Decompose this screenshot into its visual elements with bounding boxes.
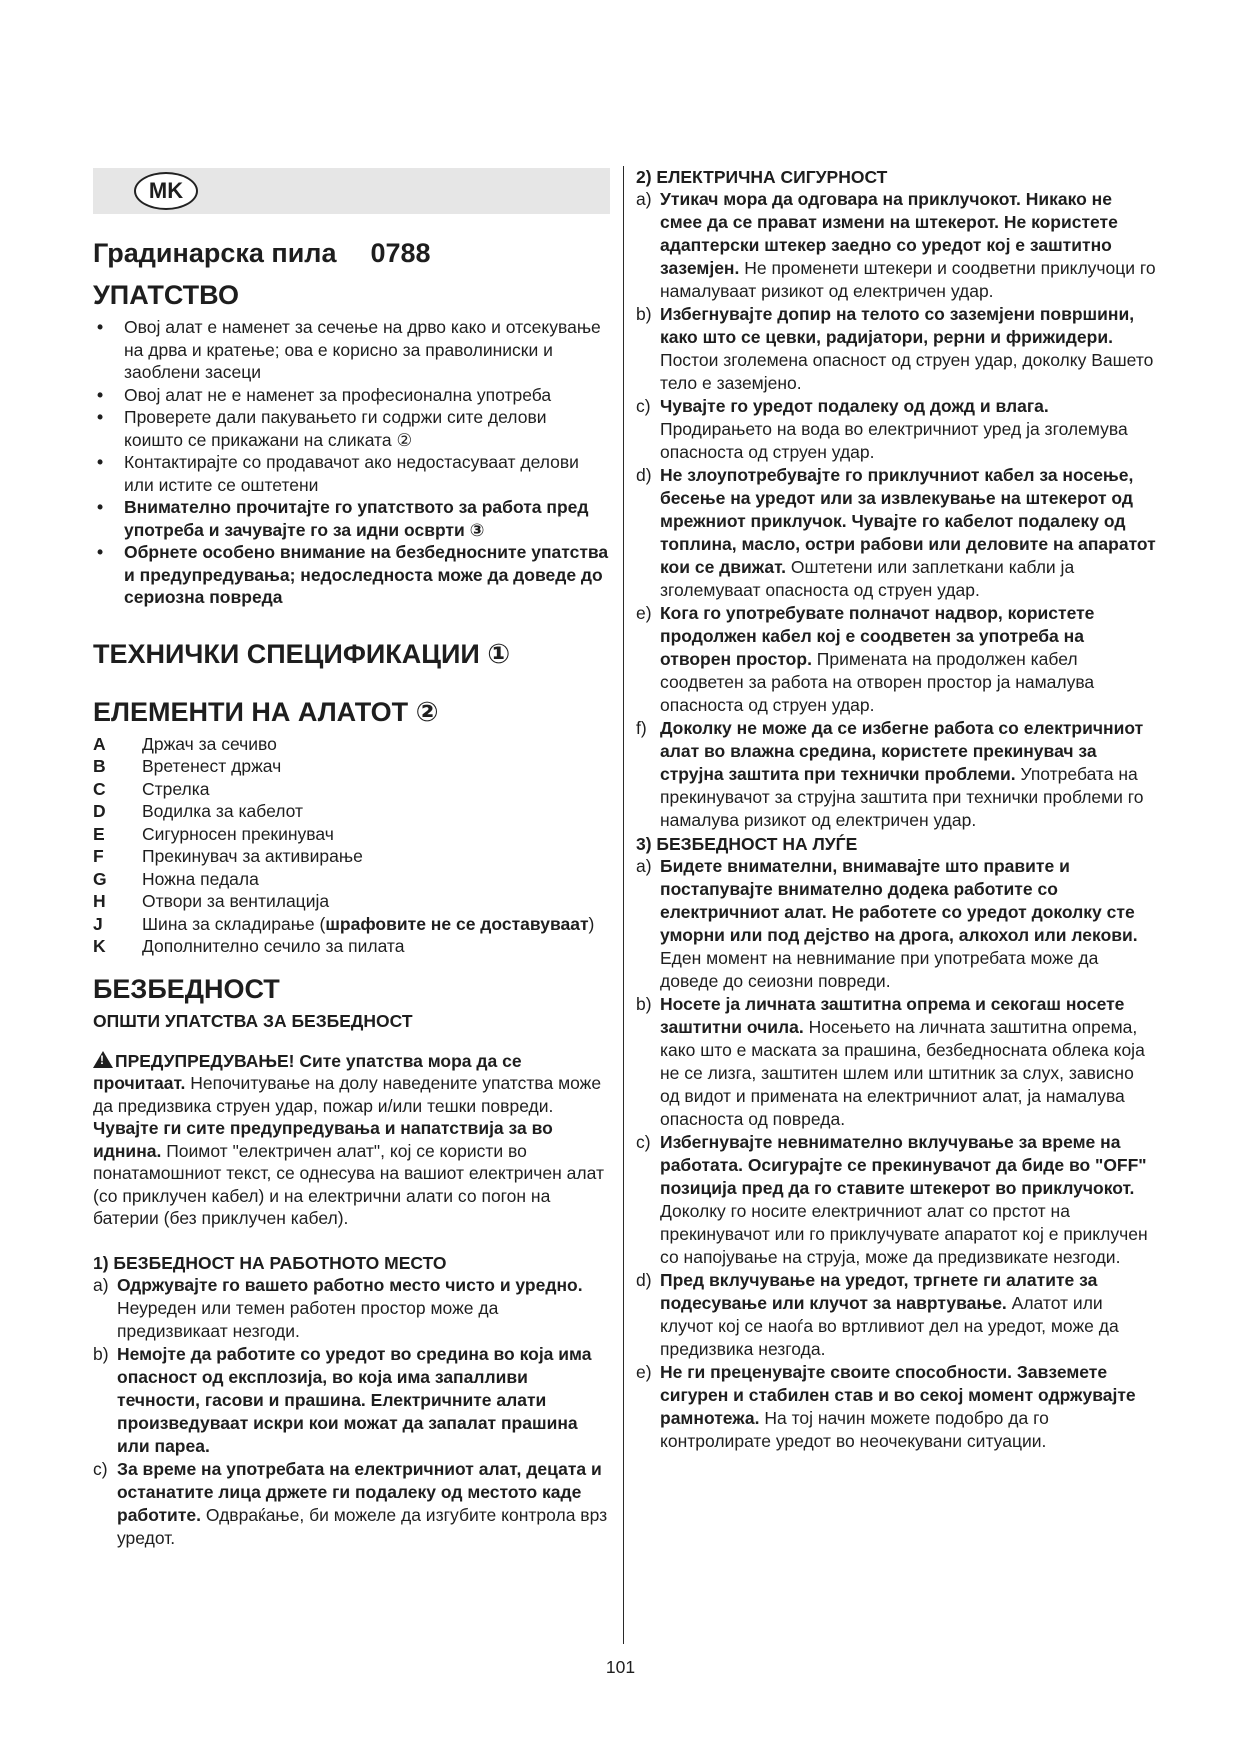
instructions-list <box>93 316 610 609</box>
list-item: • Внимателно прочитајте го упатството за работа пред употреба и зачувајте го за идни осврти ③ <box>93 496 610 541</box>
list-item: • Овој алат е наменет за сечење на дрво како и отсекување на дрва и кратење; ова е корисно за праволиниски и заоблени засеци <box>93 316 610 384</box>
section-title: 3) БЕЗБЕДНОСТ НА ЛУЃЕ <box>636 834 858 854</box>
list-item: H Отвори за вентилација <box>93 891 330 911</box>
list-item: f) Доколку не може да се избегне работа со електричниот алат во влажна средина, користете прекинувач за струјна заштита при технички проблеми. Употребата на прекинувачот за струјна заштита при технички проблеми го намалува ризикот од електричен удар. <box>636 718 1144 830</box>
list-item: c) Чувајте го уредот подалеку од дожд и влага. Продирањето на вода во електричниот уред ја зголемува опасноста од струен удар. <box>636 396 1128 462</box>
list-item: d) Не злоупотребувајте го приклучниот кабел за носење, бесење на уредот или за извлекување на штекерот од мрежниот приклучок. Чувајте го кабелот подалеку од топлина, масло, остри рабови или деловите на апаратот кои се движат. Оштетени или заплеткани кабли ја зголемуваат опасноста од струен удар. <box>636 465 1156 600</box>
left-column <box>93 168 610 1550</box>
elements-heading: ЕЛЕМЕНТИ НА АЛАТОТ ② <box>93 696 439 727</box>
list-item: J Шина за складирање (шрафовите не се доставуваат) <box>93 913 595 934</box>
list-item: b) Немојте да работите со уредот во средина во која има опасност од експлозија, во која има запалливи течности, гасови и прашина. Електричните алати произведуваат искри кои можат да запалат прашина или пареа. <box>93 1343 592 1456</box>
language-bar <box>93 168 610 214</box>
list-item: b) Носете ја личната заштитна опрема и секогаш носете заштитни очила. Носењето на личната заштитна опрема, како што е маската за прашина, безбедносната облека која не се лизга, заштитен шлем или штитник за слух, зависно од видот и примената на електричниот алат, ја намалува опасноста од повреда. <box>636 994 1145 1129</box>
list-item: F Прекинувач за активирање <box>93 846 363 866</box>
list-item: A Држач за сечиво <box>93 733 277 754</box>
product-name: Градинарска пила <box>93 238 337 268</box>
column-divider <box>623 166 624 1644</box>
list-item: G Ножна педала <box>93 868 259 889</box>
product-code: 0788 <box>370 238 431 268</box>
list-item: c) За време на употребата на електричниот алат, децата и останатите лица држете ги подалеку од местото каде работите. Одвраќање, би можеле да изгубите контрола врз уредот. <box>93 1458 608 1548</box>
list-item: c) Избегнувајте невнимателно вклучување за време на работата. Осигурајте се прекинувачот да биде во "OFF" позиција пред да го ставите штекерот во приклучокот. Доколку го носите електричниот алат со прстот на прекинувачот или го приклучувате апаратот кој е приклучен со напојување на струја, може да предизвикате незгоди. <box>636 1132 1148 1267</box>
list-item: e) Кога го употребувате полначот надвор, користете продолжен кабел кој е соодветен за употреба на отворен простор. Примената на продолжен кабел соодветен за работа на отворен простор ја намалува опасноста од струен удар. <box>636 603 1095 715</box>
list-item: K Дополнително сечило за пилата <box>93 936 405 956</box>
right-column <box>636 166 1156 1453</box>
safety-subheading: ОПШТИ УПАТСТВА ЗА БЕЗБЕДНОСТ <box>93 1010 413 1031</box>
instructions-heading: УПАТСТВО <box>93 280 239 310</box>
warning-paragraph: !ПРЕДУПРЕДУВАЊЕ! Сите упатства мора да се прочитаат. Непочитување на долу наведените упатства може да предизвика струен удар, пожар и/или тешки повреди. Чувајте ги сите предупредувања и напатствија за во иднина. Поимот "електричен алат", кој се користи во понатамошниот текст, се однесува на вашиот електричен алат (со приклучен кабел) и на електрични алати со погон на батерии (без приклучен кабел). <box>93 1050 610 1230</box>
list-item: B Вретенест држач <box>93 756 282 776</box>
warning-icon <box>93 1051 113 1068</box>
list-item: a) Одржувајте го вашето работно место чисто и уредно. Неуреден или темен работен простор може да предизвикаат незгоди. <box>93 1274 583 1341</box>
section-title: 1) БЕЗБЕДНОСТ НА РАБОТНОТО МЕСТО <box>93 1252 447 1273</box>
list-item: • Контактирајте со продавачот ако недостасуваат делови или истите се оштетени <box>93 451 610 496</box>
list-item: • Овој алат не е наменет за професионална употреба <box>93 384 610 407</box>
list-item: E Сигурносен прекинувач <box>93 823 334 844</box>
list-item: a) Бидете внимателни, внимавајте што правите и постапувајте внимателно додека работите со електричниот алат. Не работете со уредот доколку сте уморни или под дејство на дрога, алкохол или лекови. Еден момент на невнимание при употребата може да доведе до сеиозни повреди. <box>636 856 1138 991</box>
section-title: 2) ЕЛЕКТРИЧНА СИГУРНОСТ <box>636 167 888 187</box>
list-item: • Проверете дали пакувањето ги содржи сите делови коишто се прикажани на сликата ② <box>93 406 610 451</box>
specs-heading: ТЕХНИЧКИ СПЕЦИФИКАЦИИ ① <box>93 638 511 669</box>
list-item: D Водилка за кабелот <box>93 801 303 821</box>
elements-list <box>93 733 610 958</box>
list-item: d) Пред вклучување на уредот, тргнете ги алатите за подесување или клучот за навртување. Алатот или клучот кој се наоѓа во вртливиот дел на уредот, може да предизвика незгода. <box>636 1270 1119 1359</box>
safety-heading: БЕЗБЕДНОСТ <box>93 973 280 1004</box>
list-item: e) Не ги преценувајте своите способности. Завземете сигурен и стабилен став и во секој момент одржувајте рамнотежа. На тој начин можете подобро да го контролирате уредот во неочекувани ситуации. <box>636 1362 1136 1451</box>
product-title <box>93 236 610 270</box>
language-badge: MK <box>134 172 198 210</box>
list-item: b) Избегнувајте допир на телото со заземјени површини, како што се цевки, радијатори, рерни и фрижидери. Постои зголемена опасност од струен удар, доколку Вашето тело е заземјено. <box>636 304 1154 393</box>
list-item: • Обрнете особено внимание на безбедносните упатства и предупредувања; недоследноста може да доведе до сериозна повреда <box>93 541 610 609</box>
page-number: 101 <box>605 1657 636 1677</box>
list-item: C Стрелка <box>93 778 210 799</box>
list-item: a) Утикач мора да одговара на приклучокот. Никако не смее да се прават измени на штекерот. Не користете адаптерски штекер заедно со уредот кој е заштитно заземјен. Не променети штекери и соодветни приклучоци го намалуваат ризикот од електричен удар. <box>636 189 1156 301</box>
